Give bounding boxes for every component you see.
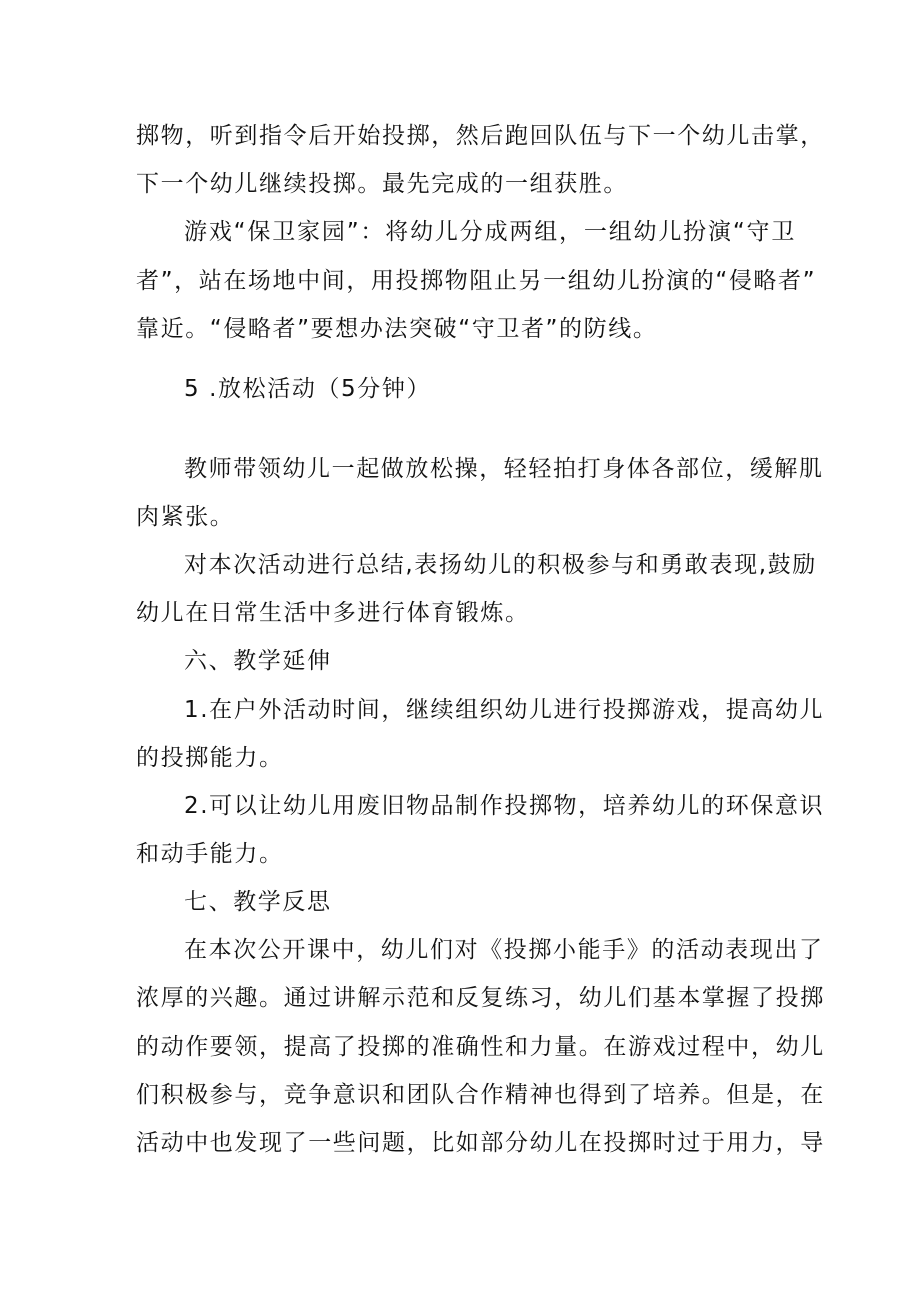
- paragraph-line: 们积极参与，竞争意识和团队合作精神也得到了培养。但是，在: [136, 1082, 825, 1108]
- list-item-line: 的投掷能力。: [136, 745, 284, 771]
- paragraph-line: 靠近。“侵略者”要想办法突破“守卫者”的防线。: [136, 316, 658, 342]
- list-item-line: 2.可以让幼儿用废旧物品制作投掷物，培养幼儿的环保意识: [184, 793, 825, 819]
- section-heading: 七、教学反思: [184, 889, 332, 915]
- paragraph-line: 浓厚的兴趣。通过讲解示范和反复练习，幼儿们基本掌握了投掷: [136, 985, 825, 1011]
- section-heading: 5 .放松活动（5分钟）: [184, 376, 432, 402]
- list-item-line: 和动手能力。: [136, 841, 284, 867]
- paragraph-line: 肉紧张。: [136, 504, 235, 530]
- paragraph-line: 教师带领幼儿一起做放松操，轻轻拍打身体各部位，缓解肌: [184, 456, 824, 482]
- paragraph-line: 活动中也发现了一些问题，比如部分幼儿在投掷时过于用力，导: [136, 1130, 825, 1156]
- list-item-line: 1.在户外活动时间，继续组织幼儿进行投掷游戏，提高幼儿: [184, 697, 825, 723]
- paragraph-line: 在本次公开课中，幼儿们对《投掷小能手》的活动表现出了: [184, 937, 824, 963]
- paragraph-line: 下一个幼儿继续投掷。最先完成的一组获胜。: [136, 171, 628, 197]
- paragraph-line: 掷物，听到指令后开始投掷，然后跑回队伍与下一个幼儿击掌，: [136, 123, 825, 149]
- section-heading: 六、教学延伸: [184, 648, 332, 674]
- paragraph-line: 的动作要领，提高了投掷的准确性和力量。在游戏过程中，幼儿: [136, 1034, 825, 1060]
- paragraph-line: 对本次活动进行总结,表扬幼儿的积极参与和勇敢表现,鼓励: [184, 552, 817, 578]
- paragraph-line: 者”，站在场地中间，用投掷物阻止另一组幼儿扮演的“侵略者”: [136, 268, 817, 294]
- paragraph-line: 游戏“保卫家园”：将幼儿分成两组，一组幼儿扮演“守卫: [184, 219, 796, 245]
- paragraph-line: 幼儿在日常生活中多进行体育锻炼。: [136, 600, 530, 626]
